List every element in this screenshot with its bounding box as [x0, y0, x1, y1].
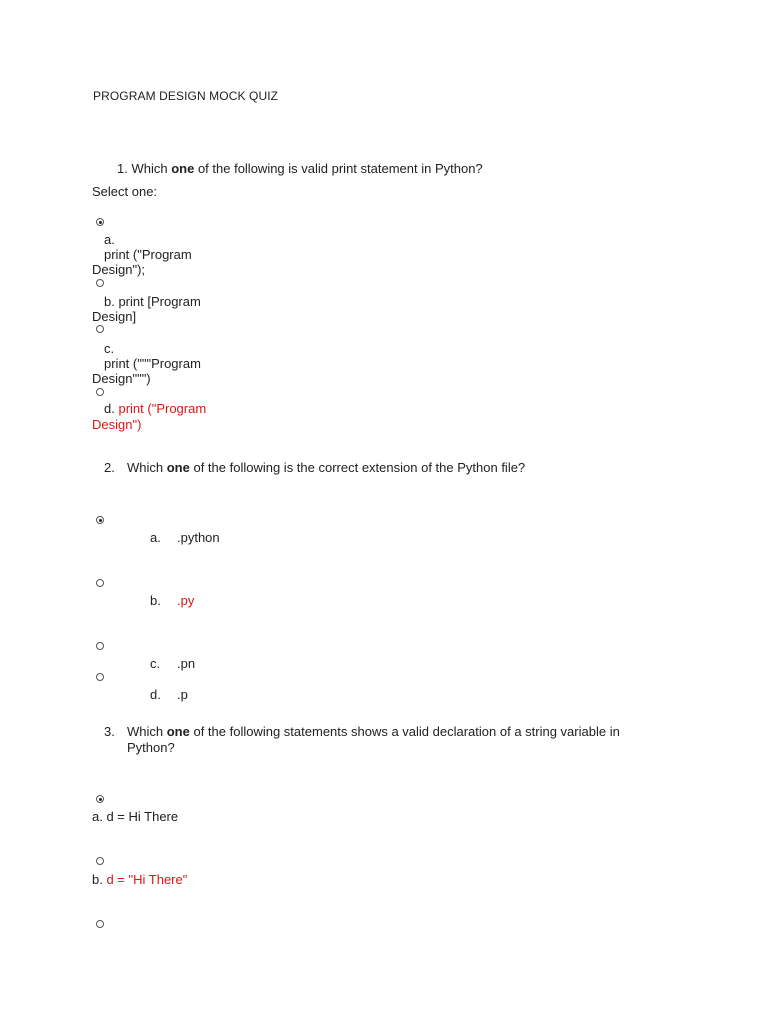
q1-option-c-line2: Design""") — [92, 371, 151, 386]
q3-option-a-radio[interactable] — [96, 795, 104, 803]
question-1 — [117, 161, 483, 176]
question-text-start: Which — [131, 161, 172, 176]
q2-option-b-radio[interactable] — [96, 579, 104, 587]
q2-option-a-letter: a. — [150, 530, 161, 545]
q3-option-b — [92, 872, 187, 887]
q2-option-d-radio[interactable] — [96, 673, 104, 681]
question-3-number: 3. — [104, 724, 115, 739]
question-3 — [127, 724, 620, 739]
question-text-start: Which — [127, 460, 167, 475]
q1-option-c-line1: print ("""Program — [104, 356, 201, 371]
question-emphasis: one — [166, 460, 190, 475]
q2-option-c-radio[interactable] — [96, 642, 104, 650]
q2-option-c-text: .pn — [177, 656, 196, 671]
q3-option-a-text: a. d = Hi There — [92, 809, 179, 824]
question-text-end: of the following statements shows a valid declaration of a string variable in — [189, 724, 620, 739]
quiz-title: PROGRAM DESIGN MOCK QUIZ — [93, 89, 279, 103]
q2-option-a-radio[interactable] — [96, 516, 104, 524]
question-2 — [127, 460, 525, 475]
q1-option-b-line2: Design] — [92, 309, 137, 324]
question-3-line2: Python? — [127, 740, 175, 755]
q1-correct-answer: print ("Program — [118, 401, 207, 416]
question-text-end: of the following is the correct extension of the Python file? — [189, 460, 526, 475]
q1-option-a-line2: Design"); — [92, 262, 146, 277]
q1-option-b-line1: b. print [Program — [104, 294, 201, 309]
q3-correct-answer: d = "Hi There" — [106, 872, 188, 887]
q1-option-c-radio[interactable] — [96, 325, 104, 333]
question-text-start: Which — [127, 724, 167, 739]
question-emphasis: one — [171, 161, 195, 176]
q1-option-d-line2: Design") — [92, 417, 142, 432]
q1-option-d-radio[interactable] — [96, 388, 104, 396]
q2-option-c-letter: c. — [150, 656, 161, 671]
q1-option-b-radio[interactable] — [96, 279, 104, 287]
q1-option-d-line1 — [104, 401, 206, 416]
q3-option-b-letter: b. — [92, 872, 107, 887]
q3-option-b-radio[interactable] — [96, 857, 104, 865]
q2-option-d-letter: d. — [150, 687, 161, 702]
select-one-label: Select one: — [92, 184, 158, 199]
question-2-number: 2. — [104, 460, 115, 475]
q3-option-c-radio[interactable] — [96, 920, 104, 928]
q1-option-d-letter: d. — [104, 401, 119, 416]
q1-option-c-letter: c. — [104, 341, 115, 356]
q1-option-a-radio[interactable] — [96, 218, 104, 226]
q2-correct-answer: .py — [177, 593, 195, 608]
q2-option-a-text: .python — [177, 530, 220, 545]
question-text-end: of the following is valid print statement in Python? — [194, 161, 483, 176]
question-number: 1. — [117, 161, 128, 176]
q1-option-a-letter: a. — [104, 232, 115, 247]
question-emphasis: one — [166, 724, 190, 739]
q2-option-b-letter: b. — [150, 593, 161, 608]
q1-option-a-line1: print ("Program — [104, 247, 192, 262]
q2-option-d-text: .p — [177, 687, 188, 702]
